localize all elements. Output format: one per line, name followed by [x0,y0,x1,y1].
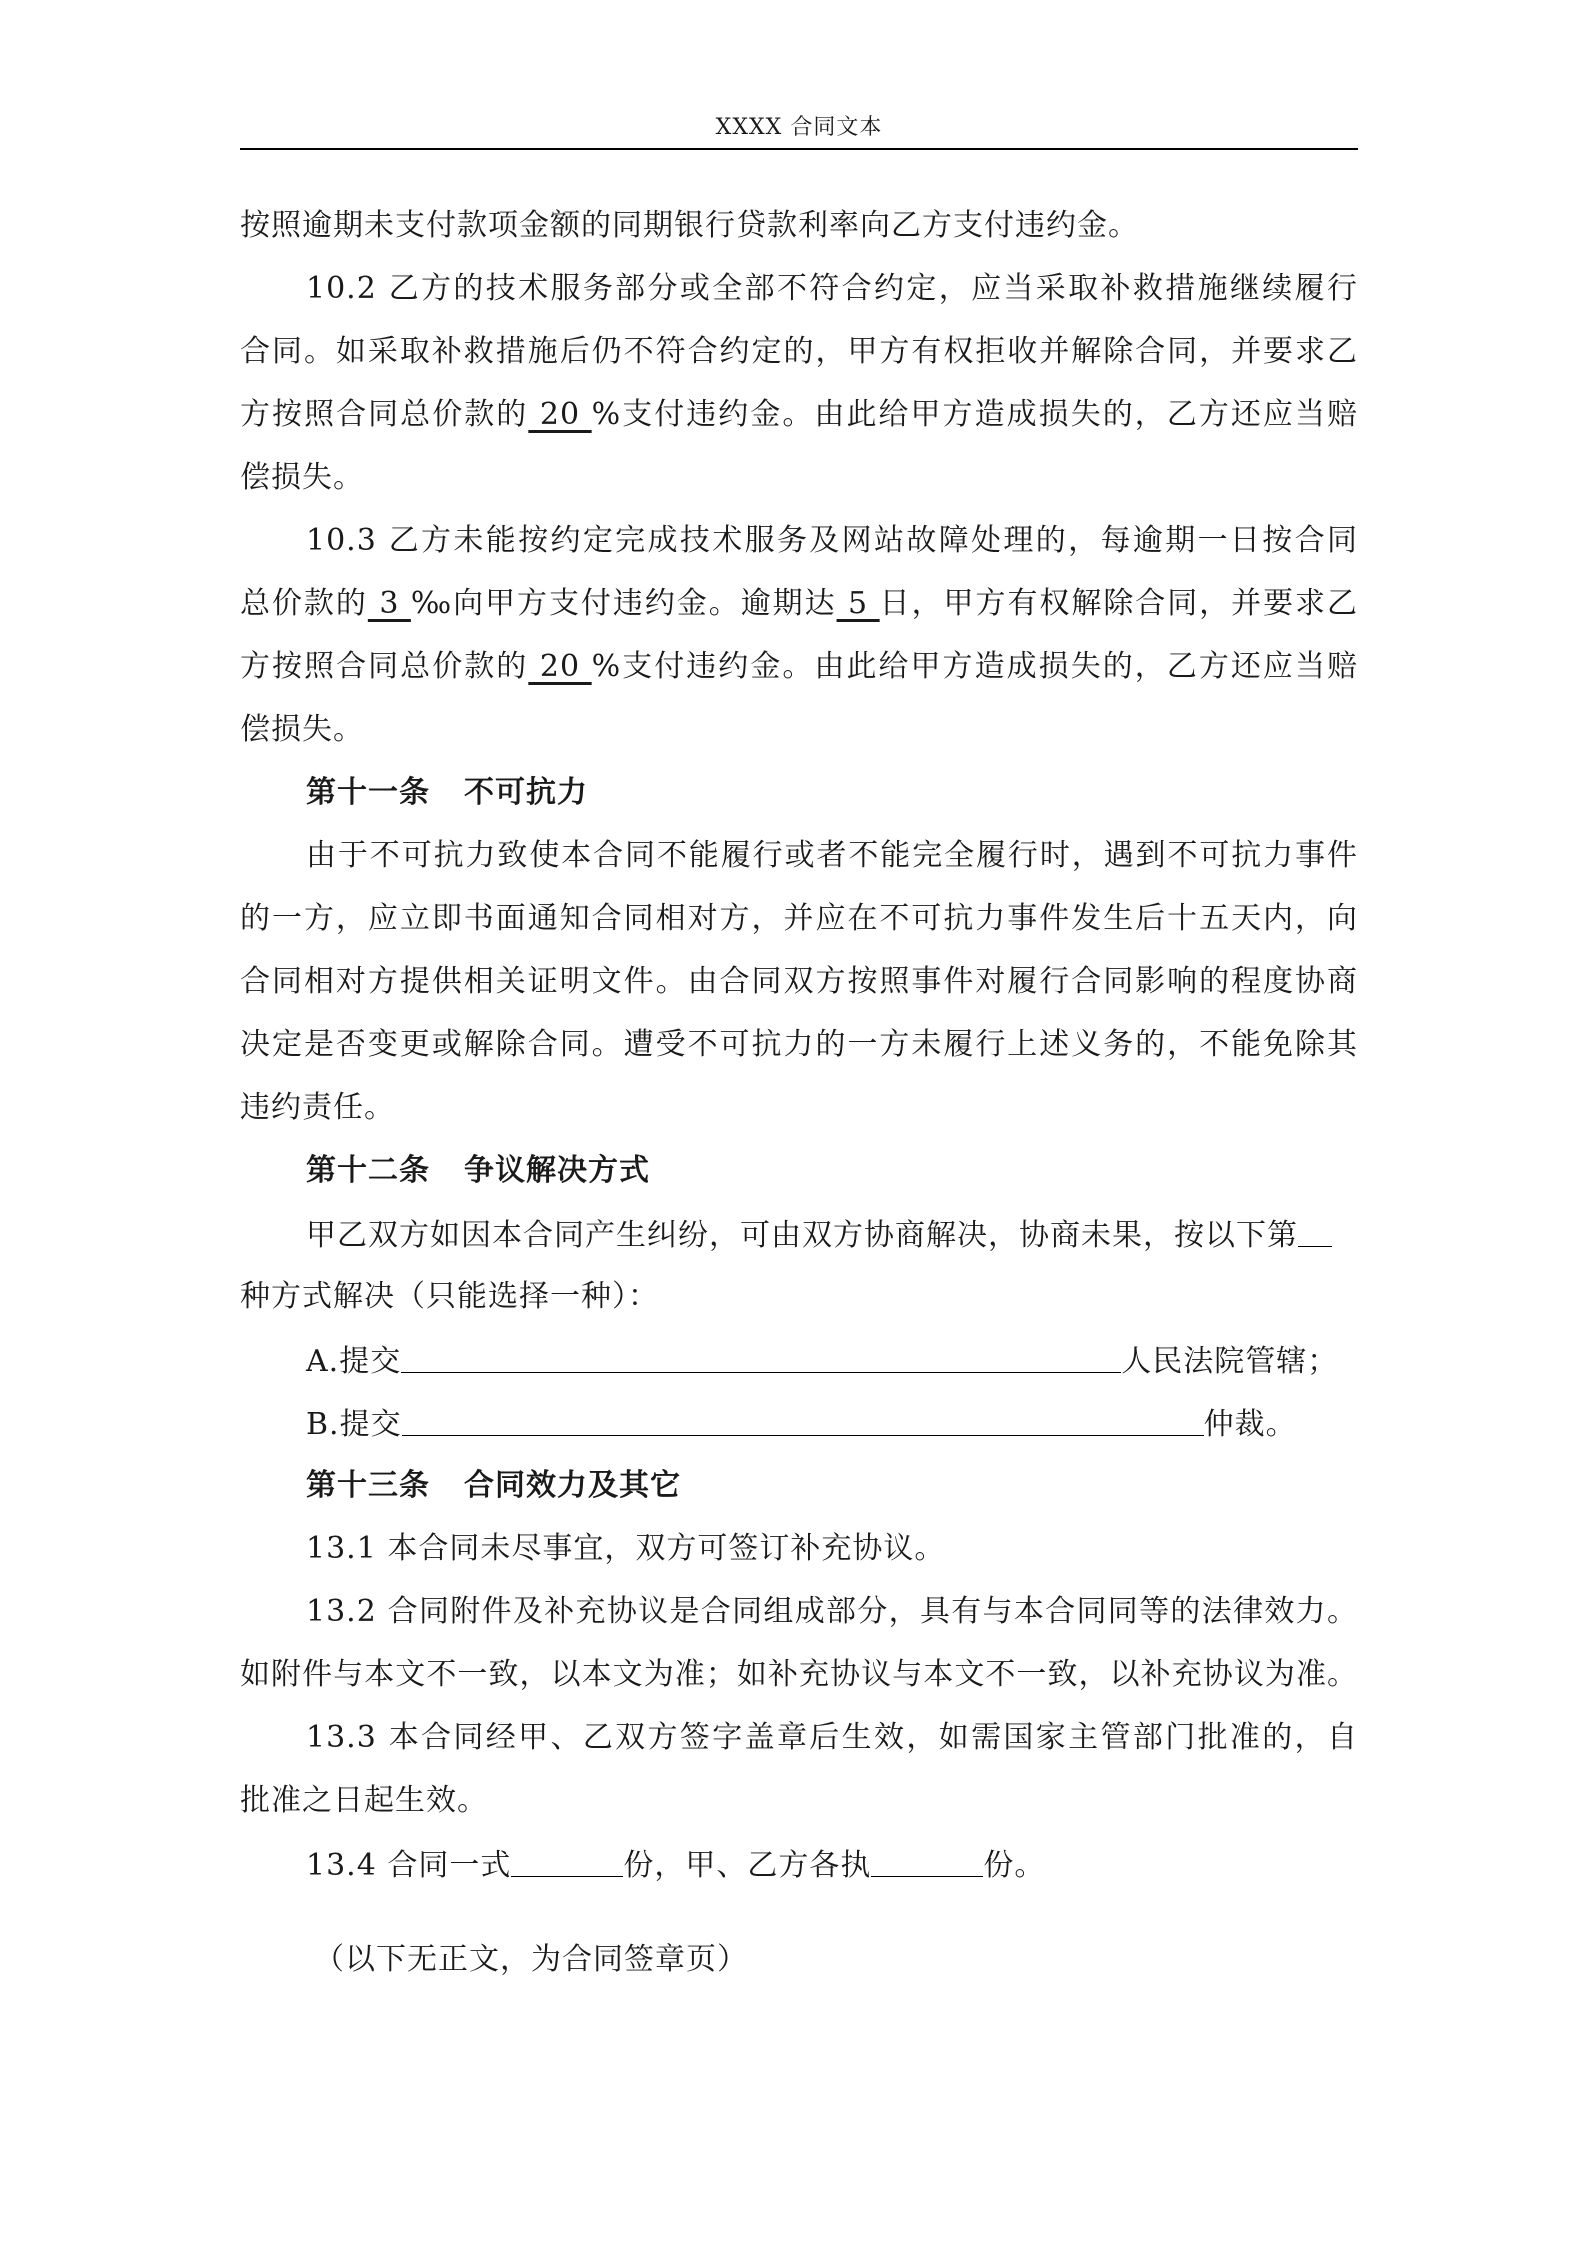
text: 方按照合同总价款的 [240,397,529,432]
clause-10-3-line-3 [240,647,1358,687]
article-11-line-4: 决定是否变更或解除合同。遭受不可抗力的一方未履行上述义务的，不能免除其 [240,1027,1358,1062]
article-11-heading [306,773,1358,813]
clause-10-1-continuation: 按照逾期未支付款项金额的同期银行贷款利率向乙方支付违约金。 [240,208,1139,243]
clause-13-3-line-2: 批准之日起生效。 [240,1783,488,1818]
clause-10-2-line-1: 10.2 乙方的技术服务部分或全部不符合约定，应当采取补救措施继续履行 [306,271,1358,306]
copies-each-blank [871,1844,983,1877]
article-title: 争议解决方式 [464,1153,650,1188]
penalty-percent-blank: 20 [528,397,592,432]
clause-10-3-line-2 [240,584,1358,624]
text: 13.4 合同一式 [306,1848,512,1883]
penalty-percent-blank: 20 [528,649,592,684]
clause-10-3-line-4: 偿损失。 [240,712,364,747]
page-header [240,108,1358,150]
article-11-line-3: 合同相对方提供相关证明文件。由合同双方按照事件对履行合同影响的程度协商 [240,964,1358,999]
option-suffix: 仲裁。 [1203,1407,1297,1442]
text: %支付违约金。由此给甲方造成损失的，乙方还应当赔 [591,649,1358,684]
article-12-option-b [306,1403,1358,1443]
article-title: 合同效力及其它 [464,1468,681,1503]
article-11-line-5: 违约责任。 [240,1090,395,1125]
article-12-option-a [306,1340,1358,1380]
option-label: A.提交 [306,1344,402,1379]
clause-10-3-line-1: 10.3 乙方未能按约定完成技术服务及网站故障处理的，每逾期一日按合同 [306,523,1358,558]
article-number: 第十三条 [306,1468,430,1503]
copies-total-blank [511,1844,623,1877]
text: 总价款的 [240,586,368,621]
clause-13-4 [306,1844,1358,1884]
article-12-line-2: 种方式解决（只能选择一种）： [240,1279,659,1314]
article-title: 不可抗力 [464,775,588,810]
text: 方按照合同总价款的 [240,649,529,684]
text: %支付违约金。由此给甲方造成损失的，乙方还应当赔 [591,397,1358,432]
text: 甲乙双方如因本合同产生纠纷，可由双方协商解决，协商未果，按以下第 [306,1218,1298,1253]
text: 份，甲、乙方各执 [623,1848,872,1883]
court-name-blank [401,1340,1121,1373]
clause-13-1: 13.1 本合同未尽事宜，双方可签订补充协议。 [306,1531,946,1566]
clause-13-2-line-2: 如附件与本文不一致，以本文为准；如补充协议与本文不一致，以补充协议为准。 [240,1657,1358,1692]
article-number: 第十一条 [306,775,430,810]
article-12-heading [306,1151,1358,1191]
clause-10-2-line-3 [240,395,1358,435]
article-13-heading [306,1466,1358,1506]
article-11-line-1: 由于不可抗力致使本合同不能履行或者不能完全履行时，遇到不可抗力事件 [306,838,1358,873]
overdue-days-blank: 5 [836,586,880,621]
text: 日，甲方有权解除合同，并要求乙 [879,586,1358,621]
clause-10-2-line-2: 合同。如采取补救措施后仍不符合约定的，甲方有权拒收并解除合同，并要求乙 [240,334,1358,369]
article-12-line-1 [306,1214,1358,1254]
clause-13-2-line-1: 13.2 合同附件及补充协议是合同组成部分，具有与本合同同等的法律效力。 [306,1594,1358,1629]
article-number: 第十二条 [306,1153,430,1188]
header-title: XXXX 合同文本 [715,115,883,140]
article-11-line-2: 的一方，应立即书面通知合同相对方，并应在不可抗力事件发生后十五天内，向 [240,901,1358,936]
method-choice-blank [1298,1214,1332,1247]
arbitration-body-blank [402,1403,1204,1436]
clause-13-3-line-1: 13.3 本合同经甲、乙双方签字盖章后生效，如需国家主管部门批准的，自 [306,1720,1358,1755]
clause-10-2-line-4: 偿损失。 [240,460,364,495]
option-suffix: 人民法院管辖； [1121,1344,1339,1379]
text: ‰向甲方支付违约金。逾期达 [410,586,837,621]
end-of-text-note: （以下无正文，为合同签章页） [314,1942,748,1977]
daily-rate-blank: 3 [367,586,411,621]
option-label: B.提交 [306,1407,402,1442]
text: 份。 [983,1848,1046,1883]
